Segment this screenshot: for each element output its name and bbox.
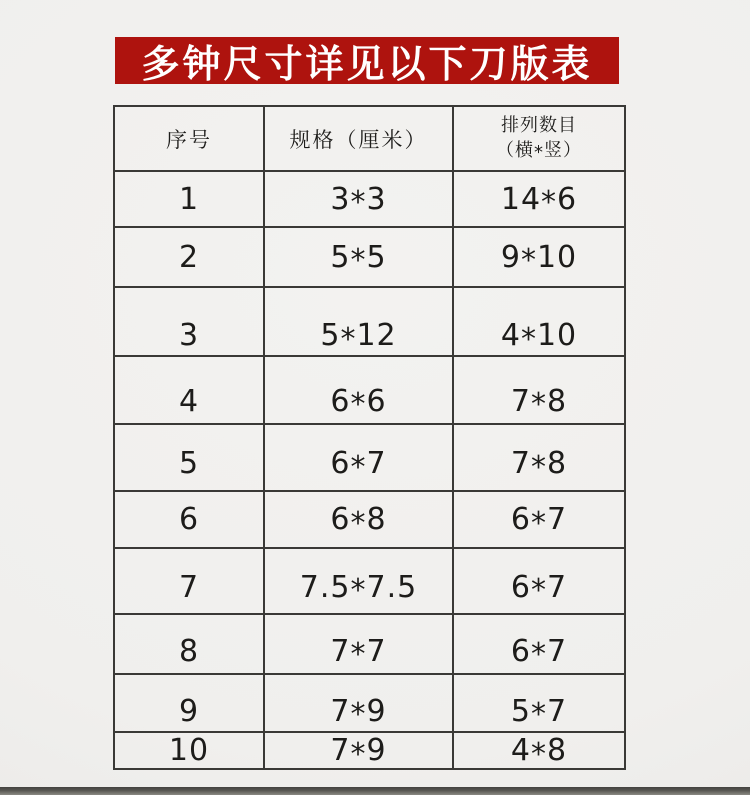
column-header-count-line1: 排列数目 bbox=[501, 115, 577, 137]
table-row bbox=[114, 491, 625, 548]
size-table bbox=[113, 105, 626, 770]
cell-spec: 6*7 bbox=[264, 424, 453, 491]
cell-index: 7 bbox=[114, 548, 264, 614]
table-body bbox=[114, 171, 625, 769]
cell-index: 8 bbox=[114, 614, 264, 674]
cell-count: 14*6 bbox=[453, 171, 625, 227]
page-title: 多钟尺寸详见以下刀版表 bbox=[141, 42, 593, 86]
table-row bbox=[114, 356, 625, 424]
cell-index: 3 bbox=[114, 287, 264, 356]
title-banner bbox=[115, 37, 619, 84]
table-row bbox=[114, 614, 625, 674]
cell-spec: 6*6 bbox=[264, 356, 453, 424]
table-header-row bbox=[114, 106, 625, 171]
cell-spec: 7.5*7.5 bbox=[264, 548, 453, 614]
column-header-count bbox=[453, 106, 625, 171]
cell-count: 6*7 bbox=[453, 548, 625, 614]
cell-index: 9 bbox=[114, 674, 264, 732]
table-row bbox=[114, 171, 625, 227]
cell-count: 5*7 bbox=[453, 674, 625, 732]
cell-index: 4 bbox=[114, 356, 264, 424]
cell-spec: 7*9 bbox=[264, 732, 453, 769]
table-row bbox=[114, 287, 625, 356]
column-header-spec: 规格（厘米） bbox=[264, 106, 453, 171]
cell-index: 5 bbox=[114, 424, 264, 491]
cell-count: 4*8 bbox=[453, 732, 625, 769]
cell-index: 1 bbox=[114, 171, 264, 227]
cell-index: 6 bbox=[114, 491, 264, 548]
table-row bbox=[114, 548, 625, 614]
cell-index: 2 bbox=[114, 227, 264, 287]
table-row bbox=[114, 227, 625, 287]
column-header-count-line2: （横*竖） bbox=[496, 139, 582, 163]
bottom-edge-band bbox=[0, 787, 750, 795]
column-header-index: 序号 bbox=[114, 106, 264, 171]
cell-count: 7*8 bbox=[453, 356, 625, 424]
cell-count: 4*10 bbox=[453, 287, 625, 356]
table-row bbox=[114, 732, 625, 769]
cell-spec: 5*12 bbox=[264, 287, 453, 356]
cell-spec: 7*9 bbox=[264, 674, 453, 732]
cell-count: 7*8 bbox=[453, 424, 625, 491]
cell-count: 6*7 bbox=[453, 614, 625, 674]
cell-count: 6*7 bbox=[453, 491, 625, 548]
cell-count: 9*10 bbox=[453, 227, 625, 287]
cell-spec: 3*3 bbox=[264, 171, 453, 227]
cell-index: 10 bbox=[114, 732, 264, 769]
table-row bbox=[114, 674, 625, 732]
table-row bbox=[114, 424, 625, 491]
cell-spec: 7*7 bbox=[264, 614, 453, 674]
cell-spec: 5*5 bbox=[264, 227, 453, 287]
cell-spec: 6*8 bbox=[264, 491, 453, 548]
